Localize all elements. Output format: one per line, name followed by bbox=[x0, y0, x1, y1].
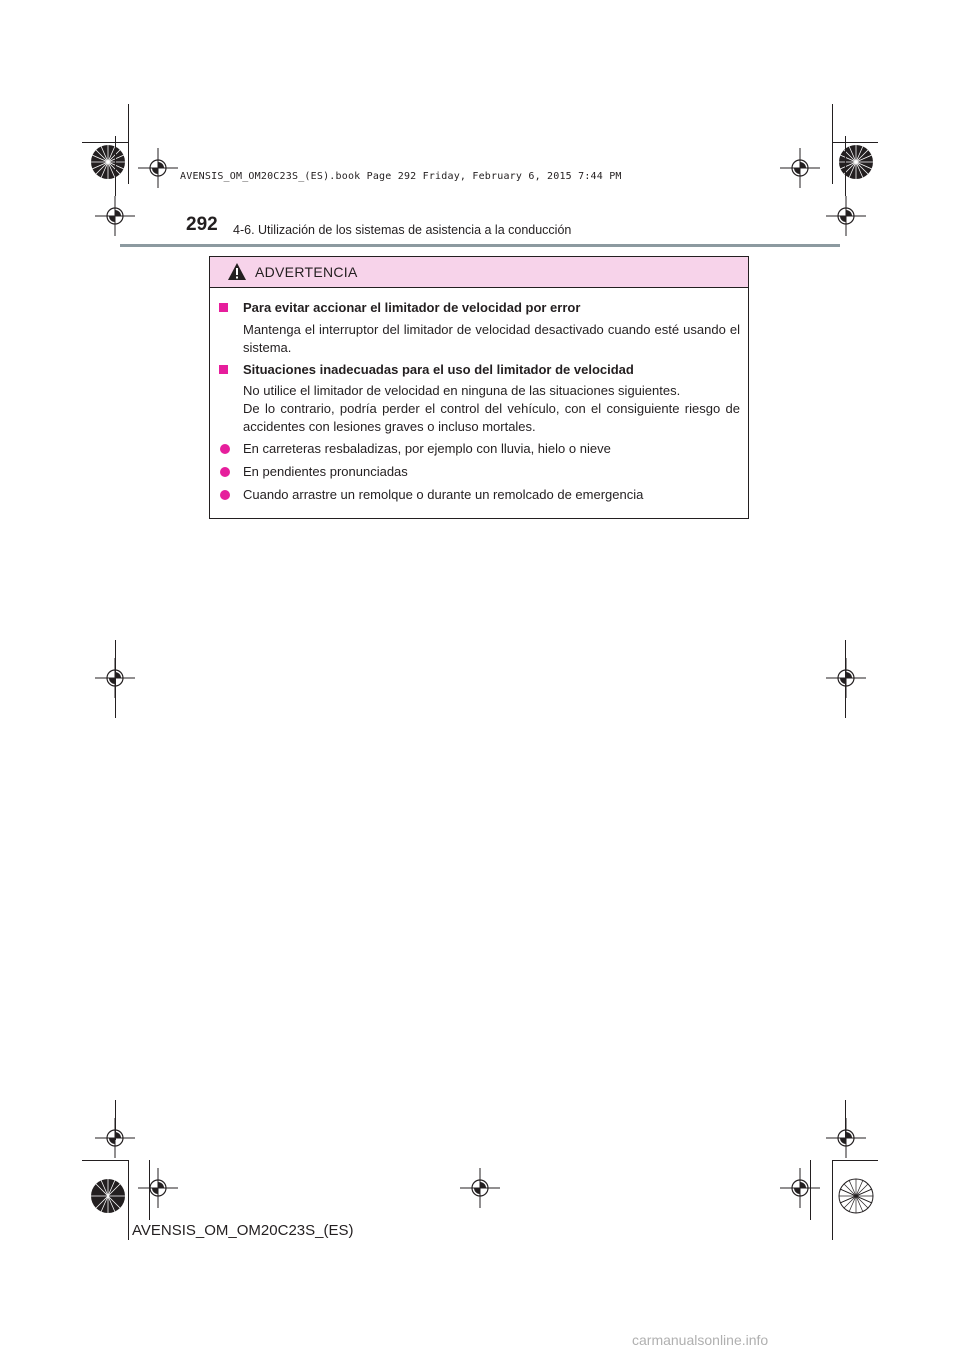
footer-code: AVENSIS_OM_OM20C23S_(ES) bbox=[132, 1222, 354, 1239]
crop-line bbox=[832, 142, 878, 143]
crop-line bbox=[832, 1160, 878, 1161]
section-title: 4-6. Utilización de los sistemas de asistencia a la conducción bbox=[233, 223, 572, 237]
crop-line bbox=[115, 136, 116, 196]
section-text: De lo contrario, podría perder el control del vehículo, con el consiguiente riesgo de accidentes con lesiones graves o incluso mortales. bbox=[243, 401, 740, 434]
section-square-icon bbox=[219, 303, 228, 312]
section-heading: Situaciones inadecuadas para el uso del limitador de velocidad bbox=[243, 362, 634, 377]
crosshair-icon bbox=[826, 196, 866, 236]
crop-line bbox=[832, 1160, 833, 1240]
bullet-item: En carreteras resbaladizas, por ejemplo con lluvia, hielo o nieve bbox=[243, 441, 611, 456]
crop-line bbox=[845, 1100, 846, 1140]
crop-line bbox=[149, 1160, 150, 1220]
crop-line bbox=[810, 1160, 811, 1220]
crop-line bbox=[845, 640, 846, 718]
crop-line bbox=[82, 142, 128, 143]
bullet-item: Cuando arrastre un remolque o durante un remolcado de emergencia bbox=[243, 487, 644, 502]
crop-line bbox=[115, 640, 116, 718]
crosshair-icon bbox=[138, 1168, 178, 1208]
watermark: carmanualsonline.info bbox=[632, 1332, 769, 1348]
crosshair-icon bbox=[780, 148, 820, 188]
crosshair-icon bbox=[138, 148, 178, 188]
header-rule bbox=[120, 244, 840, 247]
warning-triangle-icon bbox=[227, 262, 247, 281]
registration-dial-icon bbox=[88, 142, 128, 182]
registration-dial-icon bbox=[836, 1176, 876, 1216]
crosshair-icon bbox=[780, 1168, 820, 1208]
crop-line bbox=[845, 136, 846, 196]
warning-header bbox=[210, 257, 748, 288]
section-text: Mantenga el interruptor del limitador de velocidad desactivado cuando esté usando el sistema. bbox=[243, 322, 740, 355]
section-heading: Para evitar accionar el limitador de velocidad por error bbox=[243, 300, 581, 315]
crop-line bbox=[128, 104, 129, 184]
bullet-dot-icon bbox=[220, 444, 230, 454]
registration-dial-icon bbox=[88, 1176, 128, 1216]
crosshair-icon bbox=[95, 196, 135, 236]
warning-box bbox=[209, 256, 749, 519]
crop-line bbox=[128, 1160, 129, 1240]
bullet-dot-icon bbox=[220, 467, 230, 477]
crosshair-icon bbox=[826, 658, 866, 698]
crop-line bbox=[82, 1160, 128, 1161]
crosshair-icon bbox=[460, 1168, 500, 1208]
section-square-icon bbox=[219, 365, 228, 374]
bullet-item: En pendientes pronunciadas bbox=[243, 464, 408, 479]
crop-line bbox=[832, 104, 833, 184]
registration-dial-icon bbox=[836, 142, 876, 182]
book-info-line: AVENSIS_OM_OM20C23S_(ES).book Page 292 Friday, February 6, 2015 7:44 PM bbox=[180, 171, 622, 182]
warning-title: ADVERTENCIA bbox=[255, 264, 358, 280]
page-number: 292 bbox=[186, 214, 218, 235]
section-text: No utilice el limitador de velocidad en ninguna de las situaciones siguientes. bbox=[243, 383, 681, 398]
crosshair-icon bbox=[826, 1118, 866, 1158]
crop-line bbox=[115, 1100, 116, 1140]
bullet-dot-icon bbox=[220, 490, 230, 500]
